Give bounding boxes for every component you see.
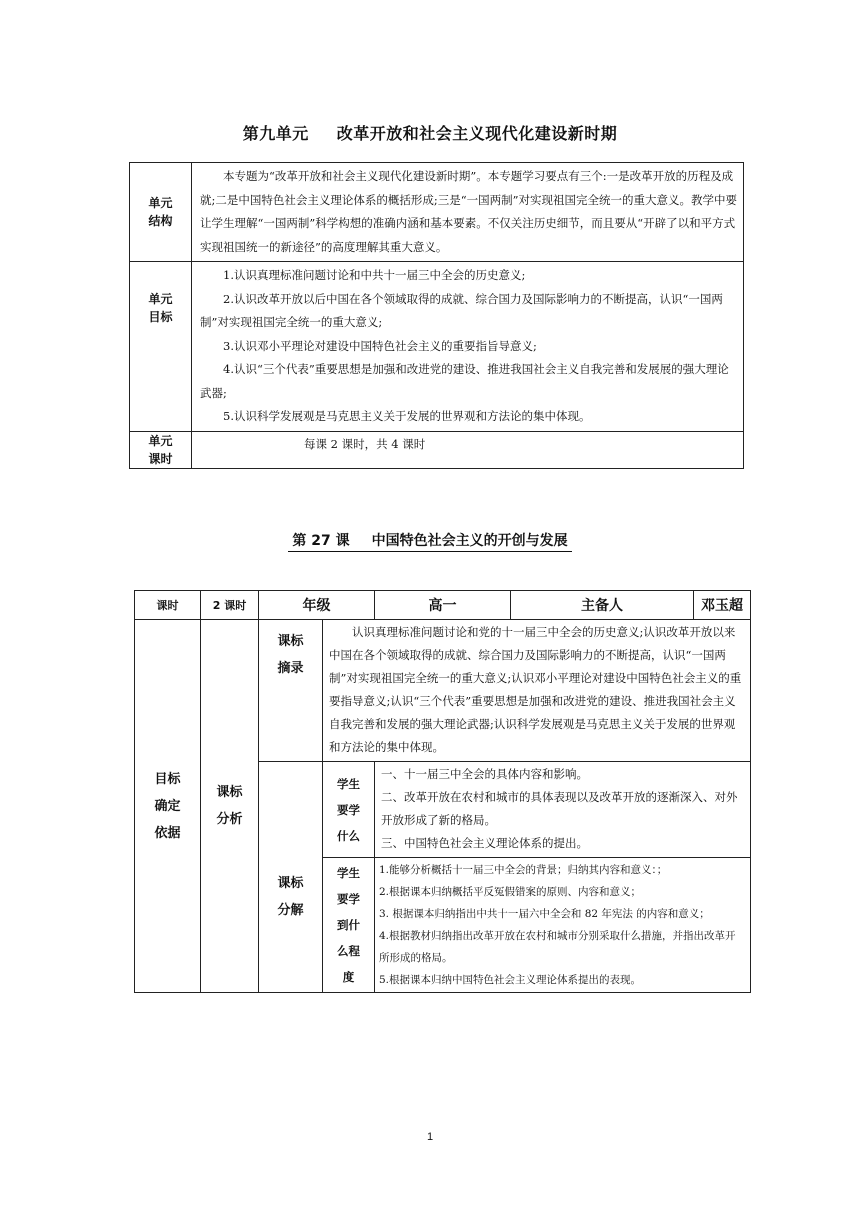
unit-structure-label: 单元结构 bbox=[130, 163, 192, 262]
what-item: 二、改革开放在农村和城市的具体表现以及改革开放的逐渐深入、对外开放形成了新的格局。 bbox=[381, 790, 738, 827]
unit-title-number: 第九单元 bbox=[242, 124, 309, 143]
what-label: 学生要学什么 bbox=[323, 762, 375, 858]
hours-label: 课时 bbox=[135, 591, 201, 620]
grade-label: 年级 bbox=[259, 591, 375, 620]
excerpt-text: 认识真理标准问题讨论和党的十一届三中全会的历史意义;认识改革开放以来中国在各个领域取得的成就、综合国力及国际影响力的不断提高，认识“一国两制”对实现祖国完全统一的重大意义;认识邓小平理论对建设中国特色社会主义的重要指导意义;认识“三个代表”重要思想是加强和改进党的建设、推进我国社会主义自我完善和发展的强大理论武器;认识科学发展观是马克思主义关于发展的世界观和方法论的集中体现。 bbox=[323, 620, 751, 762]
unit-hours-label: 单元课时 bbox=[130, 431, 192, 468]
unit-hours-row bbox=[130, 431, 744, 468]
lesson-header-row bbox=[135, 591, 751, 620]
unit-goal-item: 1.认识真理标准问题讨论和中共十一届三中全会的历史意义; bbox=[223, 268, 526, 282]
preparer-value: 邓玉超 bbox=[694, 591, 751, 620]
degree-item: 4.根据教材归纳指出改革开放在农村和城市分别采取什么措施，并指出改革开所形成的格局。 bbox=[379, 930, 736, 964]
lesson-table bbox=[134, 590, 751, 993]
grade-value: 高一 bbox=[375, 591, 511, 620]
degree-list bbox=[375, 858, 751, 993]
unit-goals-list bbox=[192, 262, 744, 432]
degree-item: 3. 根据课本归纳指出中共十一届六中全会和 82 年宪法 的内容和意义； bbox=[379, 908, 710, 920]
basis-label: 目标确定依据 bbox=[135, 620, 201, 993]
decompose-label: 课标分解 bbox=[259, 762, 323, 993]
unit-structure-text: 本专题为“改革开放和社会主义现代化建设新时期”。本专题学习要点有三个:一是改革开放的历程及成就;二是中国特色社会主义理论体系的概括形成;三是“一国两制”对实现祖国完全统一的重大意义。教学中要让学生理解“一国两制”科学构想的准确内涵和基本要素。不仅关注历史细节，而且要从“开辟了以和平方式实现祖国统一的新途径”的高度理解其重大意义。 bbox=[192, 163, 744, 262]
hours-value: 2 课时 bbox=[201, 591, 259, 620]
unit-table bbox=[129, 162, 744, 469]
unit-goal-item: 2.认识改革开放以后中国在各个领域取得的成就、综合国力及国际影响力的不断提高，认识“一国两制”对实现祖国完全统一的重大意义; bbox=[200, 291, 723, 329]
what-list bbox=[375, 762, 751, 858]
preparer-label: 主备人 bbox=[511, 591, 694, 620]
unit-structure-row bbox=[130, 163, 744, 262]
degree-label: 学生要学到什么程度 bbox=[323, 858, 375, 993]
page-number: 1 bbox=[426, 1131, 434, 1143]
what-item: 三、中国特色社会主义理论体系的提出。 bbox=[381, 836, 588, 850]
degree-item: 5.根据课本归纳中国特色社会主义理论体系提出的表现。 bbox=[379, 974, 642, 986]
degree-item: 2.根据课本归纳概括平反冤假错案的原则、内容和意义； bbox=[379, 886, 642, 898]
excerpt-label: 课标摘录 bbox=[259, 620, 323, 762]
lesson-number: 第 27 课 bbox=[292, 533, 350, 549]
lesson-title bbox=[0, 530, 860, 550]
analysis-label: 课标分析 bbox=[201, 620, 259, 993]
lesson-name: 中国特色社会主义的开创与发展 bbox=[371, 533, 568, 549]
unit-goal-item: 5.认识科学发展观是马克思主义关于发展的世界观和方法论的集中体现。 bbox=[223, 409, 591, 423]
excerpt-row bbox=[135, 620, 751, 762]
unit-goals-label: 单元目标 bbox=[130, 262, 192, 432]
what-item: 一、十一届三中全会的具体内容和影响。 bbox=[381, 767, 588, 781]
unit-goals-row bbox=[130, 262, 744, 432]
degree-item: 1.能够分析概括十一届三中全会的背景；归纳其内容和意义：； bbox=[379, 864, 668, 876]
unit-title bbox=[0, 121, 860, 144]
unit-goal-item: 3.认识邓小平理论对建设中国特色社会主义的重要指旨导意义; bbox=[223, 338, 537, 353]
unit-title-text: 改革开放和社会主义现代化建设新时期 bbox=[336, 124, 618, 143]
unit-goal-item: 4.认识“三个代表”重要思想是加强和改进党的建设、推进我国社会主义自我完善和发展展的强大理论武器; bbox=[200, 362, 729, 400]
unit-hours-text: 每课 2 课时，共 4 课时 bbox=[192, 431, 744, 468]
